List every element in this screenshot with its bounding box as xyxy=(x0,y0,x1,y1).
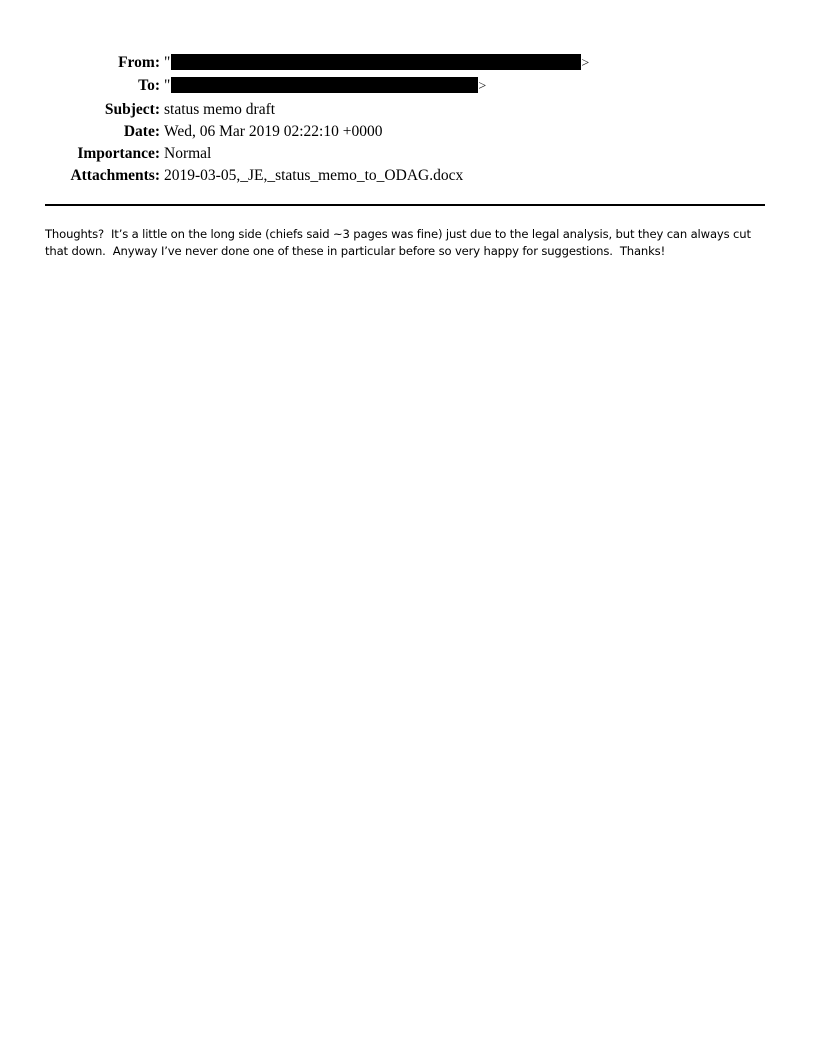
date-row xyxy=(40,121,780,143)
from-angle: > xyxy=(581,56,590,71)
header-divider xyxy=(45,204,765,206)
from-row xyxy=(40,52,780,75)
importance-label: Importance: xyxy=(77,145,160,163)
subject-value: status memo draft xyxy=(164,100,276,118)
message-body-line-1: Thoughts? It’s a little on the long side (chiefs said ~3 pages was fine) just due to the legal analysis, but they can always cut xyxy=(45,227,751,241)
importance-value: Normal xyxy=(164,145,212,163)
subject-row xyxy=(40,99,780,121)
subject-label: Subject: xyxy=(104,100,160,118)
attachments-row xyxy=(40,165,780,187)
to-quote: " xyxy=(164,77,171,95)
to-angle: > xyxy=(478,79,487,95)
date-value: Wed, 06 Mar 2019 02:22:10 +0000 xyxy=(164,122,383,140)
to-row xyxy=(40,75,780,98)
date-label: Date: xyxy=(123,122,160,140)
to-value xyxy=(160,75,486,98)
from-value xyxy=(160,52,589,75)
email-header xyxy=(40,52,780,188)
message-body xyxy=(45,226,775,260)
from-label: From: xyxy=(118,54,160,71)
from-redaction xyxy=(171,54,581,70)
attachments-label: Attachments: xyxy=(70,167,160,185)
from-quote: " xyxy=(164,54,171,71)
to-redaction xyxy=(171,77,478,93)
message-body-line-2: that down. Anyway I’ve never done one of these in particular before so very happy for suggestions. Thanks! xyxy=(45,244,666,258)
to-label: To: xyxy=(138,77,160,95)
importance-row xyxy=(40,143,780,165)
attachment-filename[interactable]: 2019-03-05,_JE,_status_memo_to_ODAG.docx xyxy=(164,167,464,185)
